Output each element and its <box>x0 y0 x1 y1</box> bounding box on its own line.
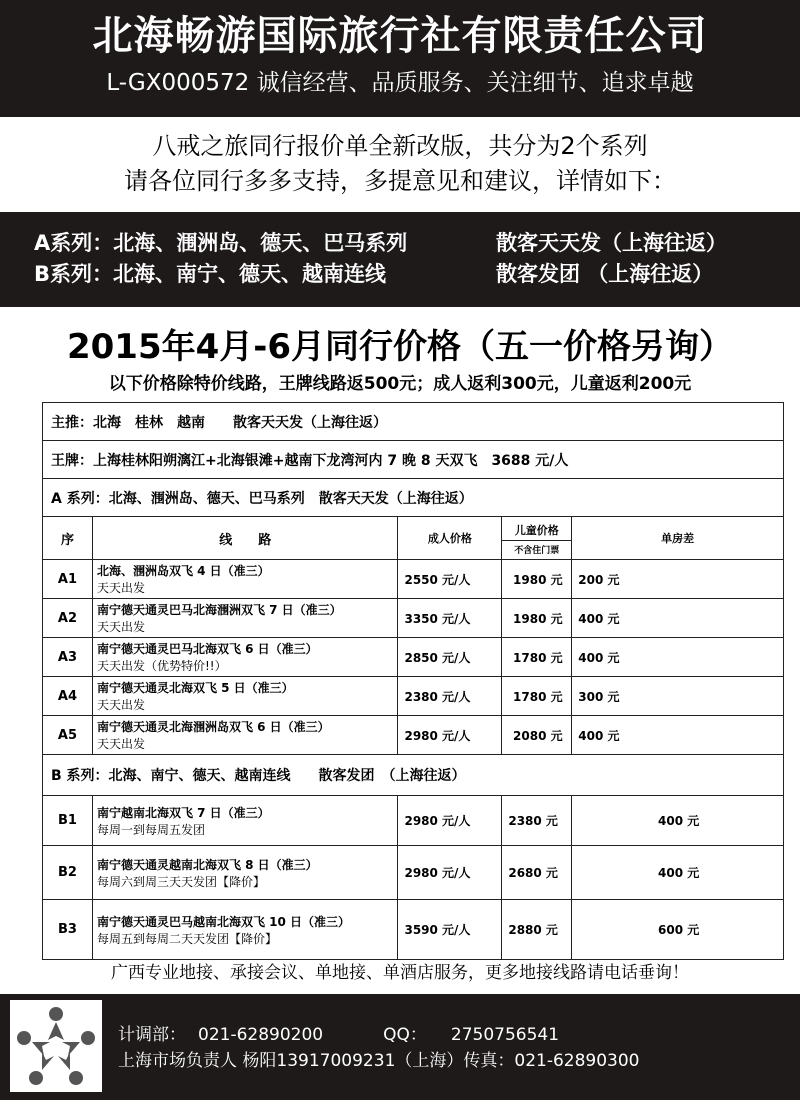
row-code: B3 <box>43 900 93 960</box>
contact-line-2 <box>118 1048 640 1074</box>
route-line-2: 每周一到每周五发团 <box>96 822 205 837</box>
intro-line-2: 请各位同行多多支持，多提意见和建议，详情如下： <box>124 167 676 195</box>
route-line-2: 天天出发 <box>96 581 145 595</box>
route-line-1: 南宁德天通灵巴马越南北海双飞 10 日（准三） <box>96 914 351 929</box>
route-line-1: 北海、涠洲岛双飞 4 日（准三） <box>96 564 270 578</box>
company-name: 北海畅游国际旅行社有限责任公司 <box>92 13 708 59</box>
table-row <box>43 900 784 960</box>
contact-lines <box>118 1022 640 1074</box>
row-code: B1 <box>43 796 93 846</box>
license-slogan: L-GX000572 诚信经营、品质服务、关注细节、追求卓越 <box>106 70 694 96</box>
price-table <box>42 402 784 960</box>
route-cell <box>92 716 398 755</box>
fax-number: 021-62890300 <box>514 1051 640 1071</box>
adult-price: 2380 元/人 <box>398 677 502 716</box>
single-room-supplement: 400 元 <box>572 716 784 755</box>
child-price: 1780 元 <box>502 638 572 677</box>
single-room-supplement: 400 元 <box>572 599 784 638</box>
header-no: 序 <box>43 517 93 560</box>
people-logo-icon <box>10 1000 102 1092</box>
series-b-route: B系列：北海、南宁、德天、越南连线 <box>34 262 387 286</box>
route-line-1: 南宁德天通灵北海涠洲岛双飞 6 日（准三） <box>96 720 330 734</box>
child-price: 1780 元 <box>502 677 572 716</box>
table-row <box>43 560 784 599</box>
table-row <box>43 638 784 677</box>
route-cell <box>92 638 398 677</box>
row-code: B2 <box>43 846 93 900</box>
route-line-1: 南宁德天通灵越南北海双飞 8 日（准三） <box>96 857 318 872</box>
route-cell <box>92 900 398 960</box>
contact-line-1 <box>118 1022 640 1048</box>
route-cell <box>92 846 398 900</box>
route-line-1: 南宁德天通灵巴马北海双飞 6 日（准三） <box>96 642 318 656</box>
table-header-row <box>43 517 784 560</box>
fax-label: 传真： <box>463 1051 515 1071</box>
route-line-2: 每周五到每周二天天发团【降价】 <box>96 931 277 946</box>
row-code: A3 <box>43 638 93 677</box>
single-room-supplement: 400 元 <box>572 638 784 677</box>
series-a-depart: 散客天天发（上海往返） <box>496 231 727 255</box>
child-price: 2080 元 <box>502 716 572 755</box>
ace-route-row: 王牌：上海桂林阳朔漓江+北海银滩+越南下龙湾河内 7 晚 8 天双飞 3688 元/人 <box>43 441 784 479</box>
adult-price: 2550 元/人 <box>398 560 502 599</box>
series-a-route: A系列：北海、涠洲岛、德天、巴马系列 <box>34 231 408 255</box>
intro-line-1: 八戒之旅同行报价单全新改版，共分为2个系列 <box>152 132 648 160</box>
footer-note: 广西专业地接、承接会议、单地接、单酒店服务，更多地接线路请电话垂询！ <box>111 963 689 983</box>
route-line-2: 天天出发 <box>96 698 145 712</box>
header-child-cell <box>502 517 572 560</box>
series-b-depart: 散客发团 （上海往返） <box>496 262 714 286</box>
adult-price: 2850 元/人 <box>398 638 502 677</box>
route-line-1: 南宁越南北海双飞 7 日（准三） <box>96 805 270 820</box>
header-banner <box>0 0 800 117</box>
route-line-2: 天天出发 <box>96 620 145 634</box>
adult-price: 3590 元/人 <box>398 900 502 960</box>
adult-price: 2980 元/人 <box>398 716 502 755</box>
qq-number: 2750756541 <box>450 1025 560 1045</box>
row-code: A5 <box>43 716 93 755</box>
header-child: 儿童价格 <box>514 524 559 537</box>
series-a-rows <box>43 560 784 755</box>
intro-section <box>0 117 800 212</box>
single-room-supplement: 400 元 <box>572 796 784 846</box>
series-a-title: A 系列：北海、涠洲岛、德天、巴马系列 散客天天发（上海往返） <box>43 479 784 517</box>
header-single: 单房差 <box>572 517 784 560</box>
series-b <box>34 259 800 290</box>
dispatch-phone: 021-62890200 <box>198 1025 324 1045</box>
table-row <box>43 677 784 716</box>
price-note: 以下价格除特价线路，王牌线路返500元；成人返利300元，儿童返利200元 <box>108 374 692 394</box>
child-price: 1980 元 <box>502 560 572 599</box>
child-price: 2680 元 <box>502 846 572 900</box>
route-line-1: 南宁德天通灵巴马北海涠洲双飞 7 日（准三） <box>96 603 342 617</box>
dispatch-label: 计调部： <box>118 1025 186 1045</box>
series-band <box>0 212 800 307</box>
route-cell <box>92 599 398 638</box>
adult-price: 2980 元/人 <box>398 846 502 900</box>
market-manager: 上海市场负责人 杨阳13917009231（上海） <box>118 1051 464 1071</box>
row-code: A2 <box>43 599 93 638</box>
table-row <box>43 846 784 900</box>
single-room-supplement: 200 元 <box>572 560 784 599</box>
child-price: 2380 元 <box>502 796 572 846</box>
qq-label: QQ： <box>383 1025 427 1045</box>
single-room-supplement: 600 元 <box>572 900 784 960</box>
adult-price: 3350 元/人 <box>398 599 502 638</box>
company-logo <box>10 1000 102 1092</box>
main-push-row: 主推：北海 桂林 越南 散客天天发（上海往返） <box>43 403 784 441</box>
table-row <box>43 796 784 846</box>
single-room-supplement: 400 元 <box>572 846 784 900</box>
row-code: A4 <box>43 677 93 716</box>
route-cell <box>92 796 398 846</box>
series-a <box>34 228 800 259</box>
child-price: 1980 元 <box>502 599 572 638</box>
route-line-1: 南宁德天通灵北海双飞 5 日（准三） <box>96 681 294 695</box>
adult-price: 2980 元/人 <box>398 796 502 846</box>
header-child-note: 不含住门票 <box>502 540 571 556</box>
table-row <box>43 716 784 755</box>
child-price: 2880 元 <box>502 900 572 960</box>
single-room-supplement: 300 元 <box>572 677 784 716</box>
price-title: 2015年4月-6月同行价格（五一价格另询） <box>66 327 734 367</box>
series-b-title: B 系列：北海、南宁、德天、越南连线 散客发团 （上海往返） <box>43 755 784 796</box>
contact-band <box>0 994 800 1100</box>
table-row <box>43 599 784 638</box>
row-code: A1 <box>43 560 93 599</box>
series-b-rows <box>43 796 784 960</box>
route-line-2: 天天出发（优势特价!!） <box>96 659 227 673</box>
route-cell <box>92 560 398 599</box>
header-adult: 成人价格 <box>398 517 502 560</box>
header-route: 线 路 <box>92 517 398 560</box>
route-line-2: 天天出发 <box>96 737 145 751</box>
route-cell <box>92 677 398 716</box>
route-line-2: 每周六到周三天天发团【降价】 <box>96 874 265 889</box>
